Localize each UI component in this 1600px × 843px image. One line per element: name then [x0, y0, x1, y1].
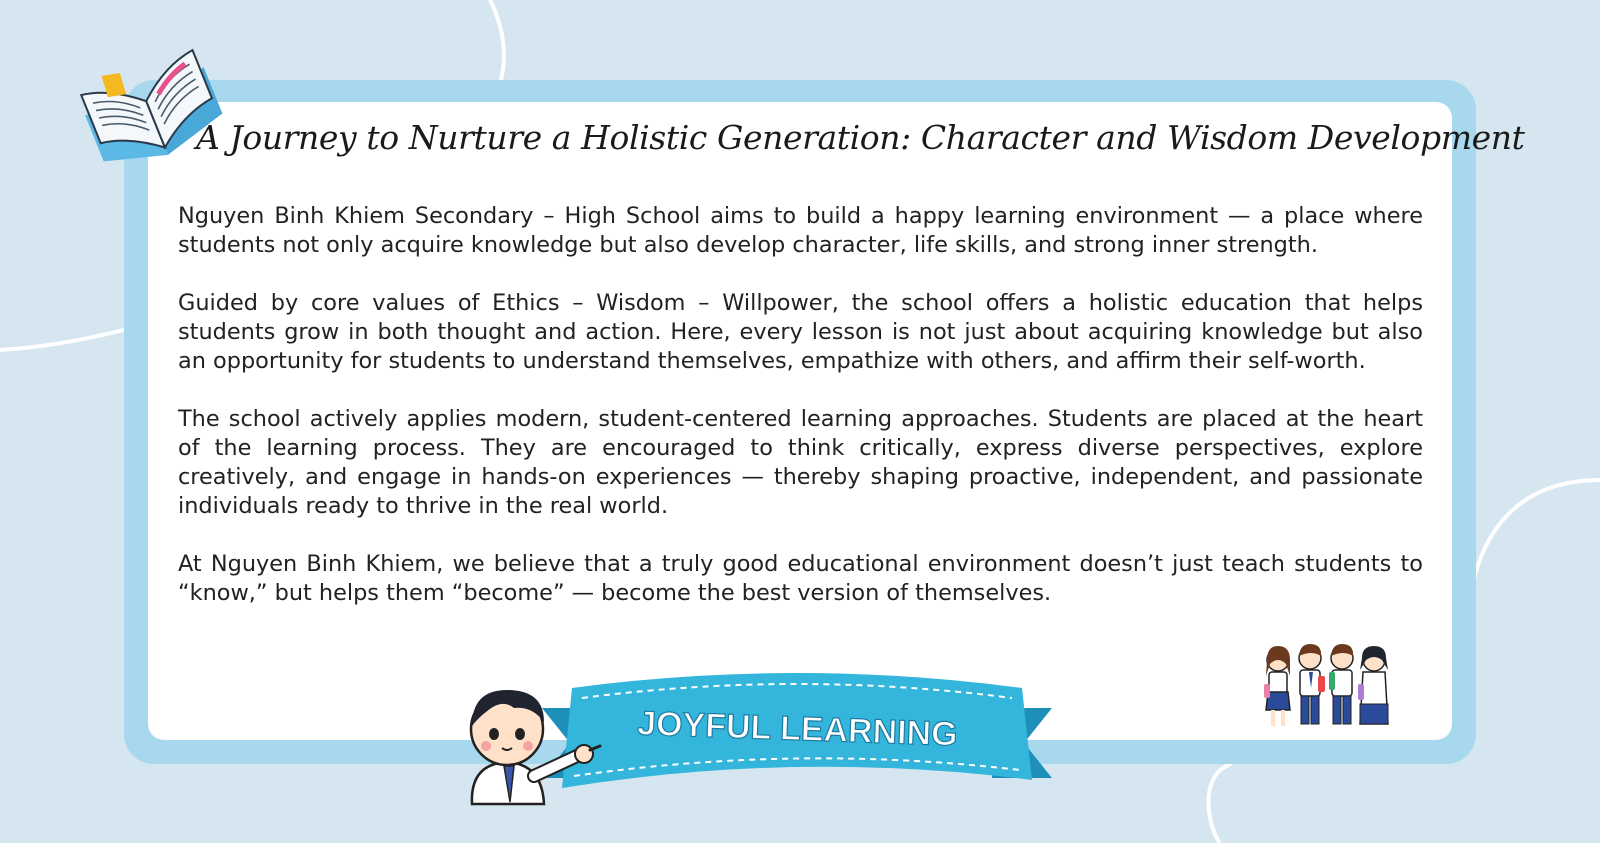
- boy-pointing-icon: [452, 684, 602, 814]
- students-group-icon: [1262, 644, 1397, 734]
- joyful-learning-banner: [542, 668, 1052, 813]
- paragraph-learning-approach: The school actively applies modern, student-centered learning approaches. Students are placed at the heart of the learning process. They are encouraged to think critically, express diverse perspectives, explore creatively, and engage in hands-on experiences — thereby shaping proactive, independent, and passionate individuals ready to thrive in the real world.: [178, 406, 1423, 519]
- body-text: [178, 202, 1423, 637]
- page-title: A Journey to Nurture a Holistic Generation: Character and Wisdom Development: [196, 118, 1525, 157]
- paragraph-belief: At Nguyen Binh Khiem, we believe that a truly good educational environment doesn’t just teach students to “know,” but helps them “become” — become the best version of themselves.: [178, 551, 1423, 606]
- paragraph-core-values: Guided by core values of Ethics – Wisdom – Willpower, the school offers a holistic education that helps students grow in both thought and action. Here, every lesson is not just about acquiring knowledge but also an opportunity for students to understand themselves, empathize with others, and affirm their self-worth.: [178, 290, 1423, 374]
- paragraph-intro: Nguyen Binh Khiem Secondary – High School aims to build a happy learning environment — a place where students not only acquire knowledge but also develop character, life skills, and strong inner strength.: [178, 203, 1423, 258]
- banner-label: JOYFUL LEARNING: [636, 704, 959, 754]
